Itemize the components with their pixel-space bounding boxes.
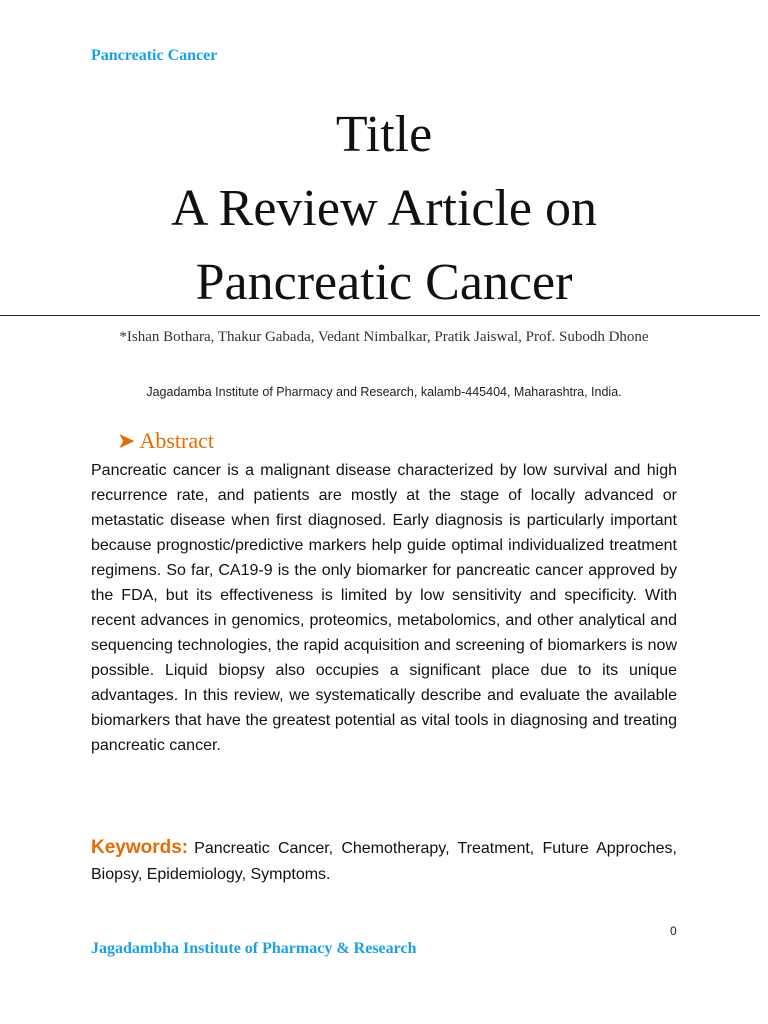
abstract-heading (117, 428, 214, 454)
affiliation: Jagadamba Institute of Pharmacy and Research, kalamb-445404, Maharashtra, India. (146, 385, 622, 399)
title-line: Title (335, 106, 433, 163)
keywords-text: Pancreatic Cancer, Chemotherapy, Treatment, Future Approches, Biopsy, Epidemiology, Symptoms. (91, 840, 677, 883)
title-divider (0, 315, 760, 316)
running-header: Pancreatic Cancer (91, 47, 218, 64)
author-list: *Ishan Bothara, Thakur Gabada, Vedant Nimbalkar, Pratik Jaiswal, Prof. Subodh Dhone (119, 329, 649, 345)
keywords-label: Keywords: (91, 837, 189, 858)
running-footer: Jagadambha Institute of Pharmacy & Research (91, 940, 417, 957)
arrow-bullet-icon: ➤ (117, 428, 136, 453)
title-line: Pancreatic Cancer (195, 254, 573, 311)
abstract-heading-label: Abstract (139, 428, 214, 453)
abstract-text: Pancreatic cancer is a malignant disease characterized by low survival and high recurrence rate, and patients are mostly at the stage of locally advanced or metastatic disease when first diagnosed. Early diagnosis is particularly important because prognostic/predictive markers help guide optimal individualized treatment regimens. So far, CA19-9 is the only biomarker for pancreatic cancer approved by the FDA, but its effectiveness is limited by low sensitivity and specificity. With recent advances in genomics, proteomics, metabolomics, and other analytical and sequencing technologies, the rapid acquisition and screening of biomarkers is now possible. Liquid biopsy also occupies a significant place due to its unique advantages. In this review, we systematically describe and evaluate the available biomarkers that have the greatest potential as vital tools in diagnosing and treating pancreatic cancer. (91, 462, 677, 754)
keywords-paragraph (91, 835, 677, 888)
document-title (0, 98, 768, 320)
title-line: A Review Article on (170, 180, 598, 237)
page-number: 0 (670, 924, 677, 938)
